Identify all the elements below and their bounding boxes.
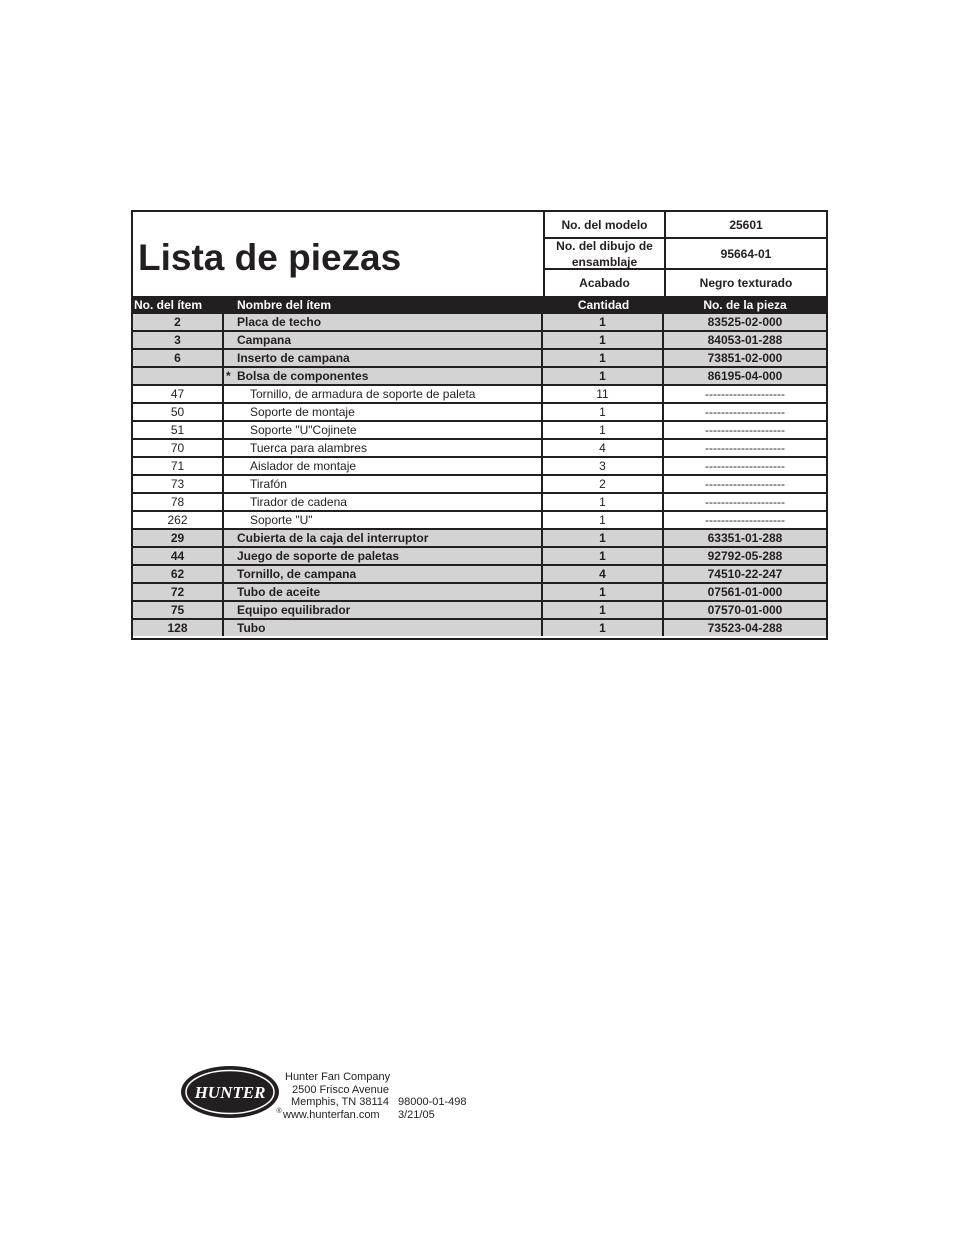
part-row xyxy=(133,368,826,386)
component-row xyxy=(133,458,826,476)
quantity: 2 xyxy=(543,476,664,492)
part-number: -------------------- xyxy=(705,459,785,473)
quantity: 1 xyxy=(543,548,664,564)
quantity: 1 xyxy=(543,332,664,348)
part-number: -------------------- xyxy=(705,387,785,401)
part-row xyxy=(133,584,826,602)
item-number: 128 xyxy=(133,620,224,636)
table-header-block xyxy=(133,212,826,296)
item-number: 62 xyxy=(133,566,224,582)
finish-value: Negro texturado xyxy=(699,276,793,290)
finish-label: Acabado xyxy=(545,270,666,296)
hunter-logo xyxy=(180,1064,284,1122)
footer-company: Hunter Fan Company xyxy=(285,1071,391,1083)
component-row xyxy=(133,494,826,512)
quantity: 4 xyxy=(543,440,664,456)
item-number: 47 xyxy=(133,386,224,402)
model-number-label: No. del modelo xyxy=(545,212,666,237)
quantity: 1 xyxy=(543,350,664,366)
item-number: 71 xyxy=(133,458,224,474)
item-number: 44 xyxy=(133,548,224,564)
quantity: 1 xyxy=(543,602,664,618)
item-number: 75 xyxy=(133,602,224,618)
part-number: -------------------- xyxy=(705,477,785,491)
quantity: 1 xyxy=(543,494,664,510)
column-header-quantity: Cantidad xyxy=(577,298,630,312)
part-number: -------------------- xyxy=(705,495,785,509)
item-name: Tirador de cadena xyxy=(224,494,543,510)
item-name: Tornillo, de armadura de soporte de paleta xyxy=(224,386,543,402)
part-number: -------------------- xyxy=(705,513,785,527)
component-row xyxy=(133,404,826,422)
item-number xyxy=(133,368,224,384)
quantity: 1 xyxy=(543,422,664,438)
part-row xyxy=(133,548,826,566)
footer-street: 2500 Frisco Avenue xyxy=(292,1084,390,1096)
component-row xyxy=(133,386,826,404)
item-name: Soporte "U"Cojinete xyxy=(224,422,543,438)
quantity: 1 xyxy=(543,620,664,636)
item-name: Soporte de montaje xyxy=(224,404,543,420)
item-name: Tuerca para alambres xyxy=(224,440,543,456)
item-number: 262 xyxy=(133,512,224,528)
part-number: 07570-01-000 xyxy=(707,603,783,617)
part-number: 07561-01-000 xyxy=(707,585,783,599)
registered-mark: ® xyxy=(276,1108,282,1115)
part-row xyxy=(133,332,826,350)
footer-date: 3/21/05 xyxy=(398,1109,435,1121)
item-number: 50 xyxy=(133,404,224,420)
component-row xyxy=(133,512,826,530)
quantity: 1 xyxy=(543,404,664,420)
part-number: 74510-22-247 xyxy=(707,567,783,581)
item-number: 72 xyxy=(133,584,224,600)
component-row xyxy=(133,440,826,458)
finish-row xyxy=(545,270,826,296)
quantity: 1 xyxy=(543,314,664,330)
column-header-row xyxy=(133,296,826,314)
item-name: Tubo xyxy=(224,620,543,636)
component-row xyxy=(133,422,826,440)
part-number: 86195-04-000 xyxy=(707,369,783,383)
item-number: 70 xyxy=(133,440,224,456)
drawing-number-label: No. del dibujo de ensamblaje xyxy=(545,239,666,268)
item-name: Cubierta de la caja del interruptor xyxy=(224,530,543,546)
item-name: Placa de techo xyxy=(224,314,543,330)
part-number: 92792-05-288 xyxy=(707,549,783,563)
parts-list-table xyxy=(131,210,828,640)
part-number: -------------------- xyxy=(705,441,785,455)
quantity: 11 xyxy=(543,386,664,402)
part-number: -------------------- xyxy=(705,423,785,437)
item-name: Campana xyxy=(224,332,543,348)
column-header-name: Nombre del ítem xyxy=(237,298,332,312)
part-number: 73523-04-288 xyxy=(707,621,783,635)
title-cell xyxy=(133,212,543,296)
footer-website: www.hunterfan.com xyxy=(283,1109,380,1121)
item-name xyxy=(224,368,543,384)
part-number: 84053-01-288 xyxy=(707,333,783,347)
item-name-text: Bolsa de componentes xyxy=(237,369,369,383)
column-header-item: No. del ítem xyxy=(134,298,203,312)
item-name: Aislador de montaje xyxy=(224,458,543,474)
part-row xyxy=(133,566,826,584)
page-title: Lista de piezas xyxy=(138,237,402,278)
part-number: 63351-01-288 xyxy=(707,531,783,545)
part-row xyxy=(133,620,826,636)
quantity: 1 xyxy=(543,512,664,528)
quantity: 1 xyxy=(543,368,664,384)
item-name: Soporte "U" xyxy=(224,512,543,528)
item-number: 29 xyxy=(133,530,224,546)
item-name: Juego de soporte de paletas xyxy=(224,548,543,564)
footer-document-number: 98000-01-498 xyxy=(398,1096,467,1108)
column-header-part-number: No. de la pieza xyxy=(703,298,787,312)
quantity: 1 xyxy=(543,584,664,600)
part-number: 73851-02-000 xyxy=(707,351,783,365)
drawing-number-row xyxy=(545,239,826,270)
item-number: 3 xyxy=(133,332,224,348)
model-info xyxy=(543,212,826,296)
part-row xyxy=(133,530,826,548)
quantity: 3 xyxy=(543,458,664,474)
quantity: 1 xyxy=(543,530,664,546)
footer-city: Memphis, TN 38114 xyxy=(291,1096,390,1108)
item-number: 78 xyxy=(133,494,224,510)
kit-marker: * xyxy=(226,369,231,383)
part-row xyxy=(133,350,826,368)
item-number: 51 xyxy=(133,422,224,438)
drawing-number-value: 95664-01 xyxy=(720,246,772,261)
part-number: -------------------- xyxy=(705,405,785,419)
part-number: 83525-02-000 xyxy=(707,315,783,329)
item-name: Inserto de campana xyxy=(224,350,543,366)
item-name: Equipo equilibrador xyxy=(224,602,543,618)
table-body xyxy=(133,314,826,636)
part-row xyxy=(133,602,826,620)
hunter-logo-icon xyxy=(180,1064,284,1122)
component-row xyxy=(133,476,826,494)
item-name: Tubo de aceite xyxy=(224,584,543,600)
item-name: Tornillo, de campana xyxy=(224,566,543,582)
logo-wordmark: HUNTER xyxy=(194,1083,266,1102)
item-number: 2 xyxy=(133,314,224,330)
item-number: 6 xyxy=(133,350,224,366)
item-number: 73 xyxy=(133,476,224,492)
item-name: Tirafón xyxy=(224,476,543,492)
model-number-row xyxy=(545,212,826,239)
part-row xyxy=(133,314,826,332)
model-number-value: 25601 xyxy=(729,217,763,232)
quantity: 4 xyxy=(543,566,664,582)
